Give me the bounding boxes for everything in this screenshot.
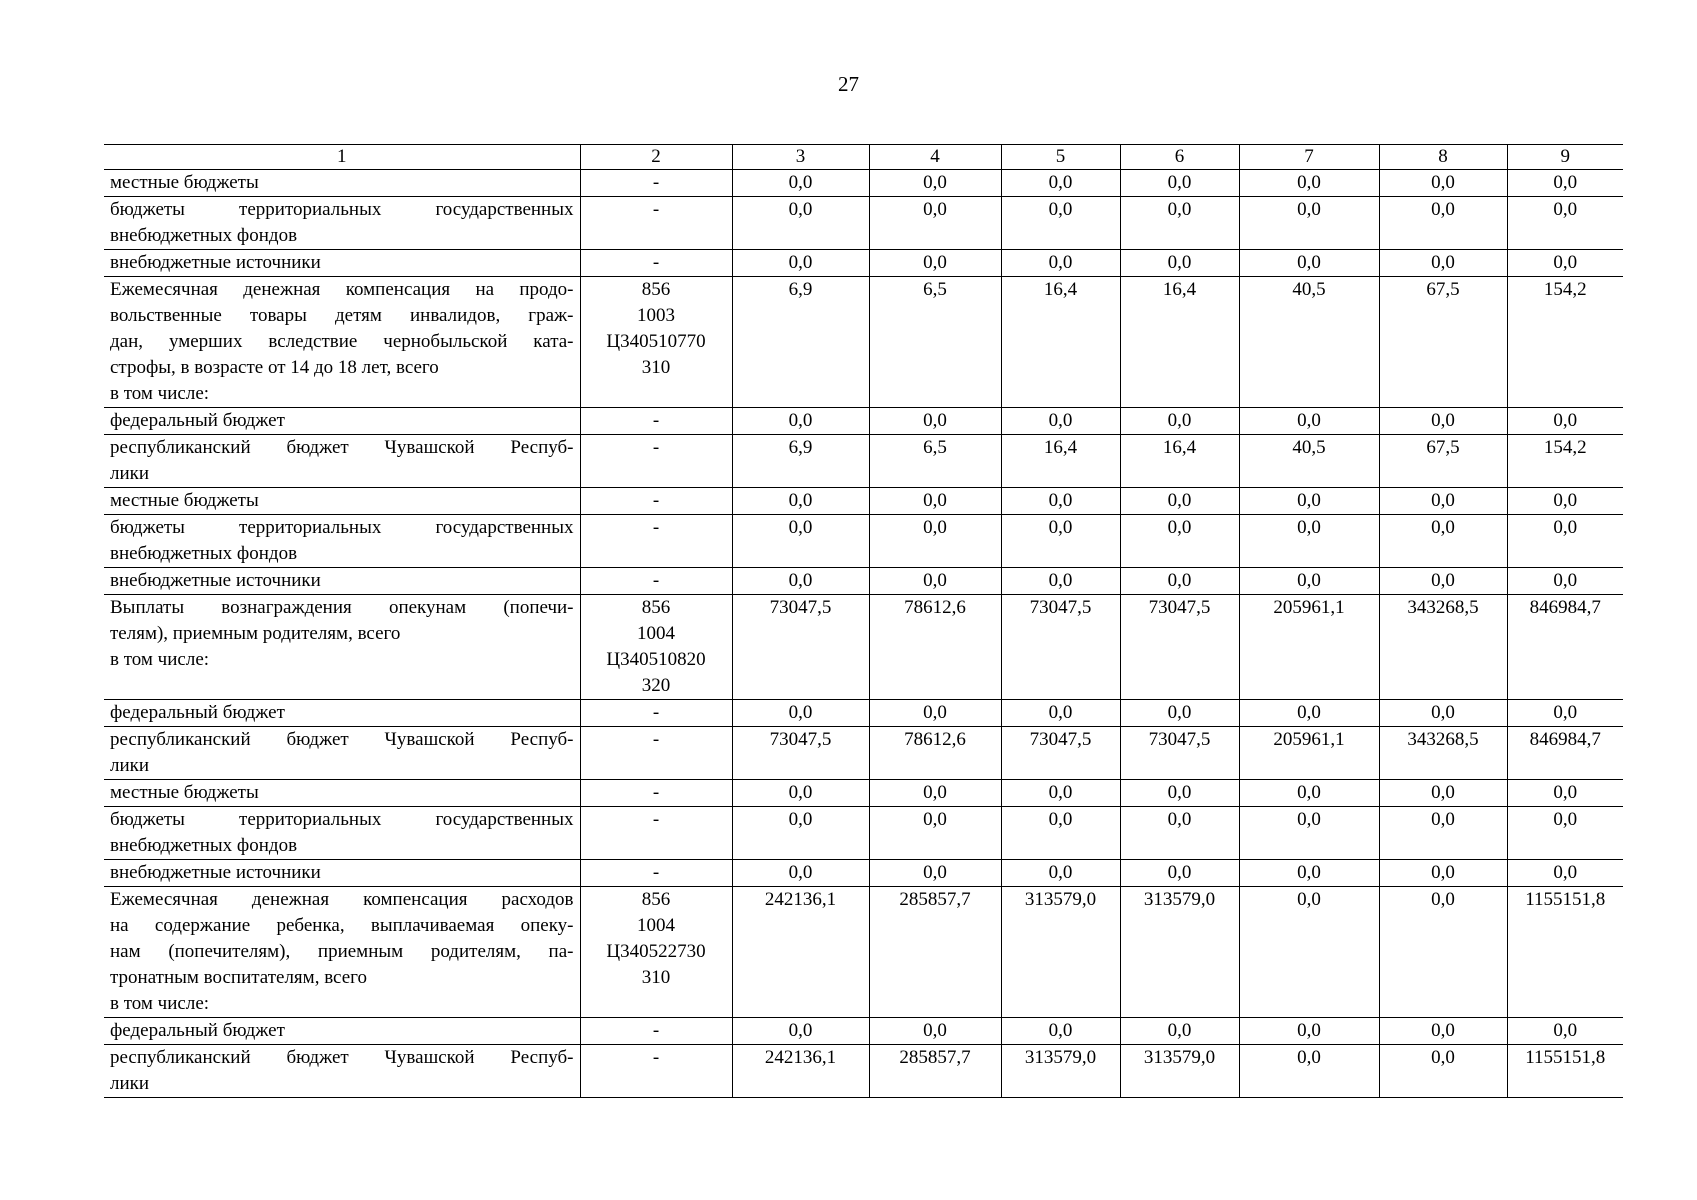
row-name-line: в том числе: <box>110 993 210 1014</box>
budget-code-cell <box>580 1045 732 1098</box>
column-header: 3 <box>732 145 869 170</box>
row-name-line: бюджеты территориальных государственных <box>110 199 574 220</box>
value-cell: 0,0 <box>869 860 1001 887</box>
budget-code-line: Ц340510820 <box>606 649 706 670</box>
row-name-cell <box>104 488 580 515</box>
budget-code-cell <box>580 197 732 250</box>
table-row <box>104 250 1623 277</box>
budget-code-cell <box>580 780 732 807</box>
value-cell: 73047,5 <box>732 595 869 700</box>
value-cell: 6,5 <box>869 277 1001 408</box>
row-name-line: вольственные товары детям инвалидов, граж- <box>110 305 574 326</box>
value-cell: 0,0 <box>869 250 1001 277</box>
row-name-line: строфы, в возрасте от 14 до 18 лет, всего <box>110 357 439 378</box>
table-row <box>104 488 1623 515</box>
table-row <box>104 887 1623 1018</box>
budget-code-cell <box>580 727 732 780</box>
value-cell: 0,0 <box>1239 1045 1379 1098</box>
row-name-cell <box>104 435 580 488</box>
budget-code-line: 1004 <box>637 623 675 644</box>
value-cell: 0,0 <box>1239 568 1379 595</box>
table-row <box>104 568 1623 595</box>
value-cell: 73047,5 <box>1120 595 1239 700</box>
budget-code-line: - <box>652 490 660 511</box>
row-name-cell <box>104 197 580 250</box>
value-cell: 0,0 <box>1001 515 1120 568</box>
budget-code-cell <box>580 170 732 197</box>
value-cell: 0,0 <box>1239 170 1379 197</box>
value-cell: 0,0 <box>732 515 869 568</box>
value-cell: 0,0 <box>1001 1018 1120 1045</box>
value-cell: 0,0 <box>1001 408 1120 435</box>
header-row <box>104 145 1623 170</box>
value-cell: 0,0 <box>1379 780 1507 807</box>
value-cell: 0,0 <box>1507 515 1623 568</box>
row-name-line: внебюджетные источники <box>110 862 321 883</box>
budget-code-cell <box>580 568 732 595</box>
value-cell: 313579,0 <box>1120 1045 1239 1098</box>
budget-code-cell <box>580 515 732 568</box>
value-cell: 0,0 <box>1507 197 1623 250</box>
value-cell: 313579,0 <box>1001 1045 1120 1098</box>
budget-code-line: - <box>652 437 660 458</box>
row-name-line: бюджеты территориальных государственных <box>110 517 574 538</box>
value-cell: 16,4 <box>1120 435 1239 488</box>
value-cell: 0,0 <box>1239 408 1379 435</box>
value-cell: 0,0 <box>1379 700 1507 727</box>
table-row <box>104 408 1623 435</box>
value-cell: 846984,7 <box>1507 727 1623 780</box>
value-cell: 0,0 <box>732 197 869 250</box>
value-cell: 343268,5 <box>1379 595 1507 700</box>
table-row <box>104 170 1623 197</box>
table-row <box>104 1018 1623 1045</box>
table-row <box>104 515 1623 568</box>
row-name-cell <box>104 277 580 408</box>
row-name-line: внебюджетные источники <box>110 252 321 273</box>
budget-code-cell <box>580 250 732 277</box>
budget-code-cell <box>580 488 732 515</box>
row-name-line: телям), приемным родителям, всего <box>110 623 401 644</box>
row-name-line: местные бюджеты <box>110 490 259 511</box>
value-cell: 343268,5 <box>1379 727 1507 780</box>
budget-code-line: 310 <box>641 357 671 378</box>
row-name-cell <box>104 727 580 780</box>
row-name-line: Ежемесячная денежная компенсация на продо- <box>110 279 574 300</box>
budget-code-line: Ц340522730 <box>606 941 706 962</box>
value-cell: 0,0 <box>1001 568 1120 595</box>
value-cell: 0,0 <box>1239 488 1379 515</box>
column-header: 4 <box>869 145 1001 170</box>
value-cell: 0,0 <box>869 488 1001 515</box>
value-cell: 1155151,8 <box>1507 887 1623 1018</box>
budget-code-line: - <box>652 199 660 220</box>
table-body <box>104 170 1623 1098</box>
value-cell: 205961,1 <box>1239 727 1379 780</box>
row-name-cell <box>104 1018 580 1045</box>
budget-code-cell <box>580 807 732 860</box>
value-cell: 0,0 <box>1239 780 1379 807</box>
value-cell: 0,0 <box>869 780 1001 807</box>
value-cell: 0,0 <box>1507 807 1623 860</box>
row-name-line: федеральный бюджет <box>110 702 285 723</box>
value-cell: 285857,7 <box>869 887 1001 1018</box>
value-cell: 0,0 <box>1120 250 1239 277</box>
column-header: 5 <box>1001 145 1120 170</box>
budget-code-line: - <box>652 252 660 273</box>
value-cell: 0,0 <box>732 408 869 435</box>
value-cell: 0,0 <box>1379 197 1507 250</box>
value-cell: 73047,5 <box>1001 727 1120 780</box>
value-cell: 0,0 <box>1120 488 1239 515</box>
value-cell: 0,0 <box>1239 860 1379 887</box>
row-name-cell <box>104 887 580 1018</box>
budget-code-line: 856 <box>641 279 671 300</box>
budget-code-line: - <box>652 1020 660 1041</box>
value-cell: 16,4 <box>1001 435 1120 488</box>
value-cell: 0,0 <box>1001 250 1120 277</box>
budget-code-cell <box>580 1018 732 1045</box>
row-name-line: внебюджетные источники <box>110 570 321 591</box>
value-cell: 73047,5 <box>1120 727 1239 780</box>
value-cell: 16,4 <box>1001 277 1120 408</box>
column-header: 2 <box>580 145 732 170</box>
row-name-line: нам (попечителям), приемным родителям, па- <box>110 941 574 962</box>
value-cell: 0,0 <box>869 170 1001 197</box>
value-cell: 0,0 <box>1120 408 1239 435</box>
value-cell: 6,9 <box>732 277 869 408</box>
value-cell: 0,0 <box>1001 780 1120 807</box>
value-cell: 0,0 <box>869 700 1001 727</box>
value-cell: 313579,0 <box>1001 887 1120 1018</box>
budget-table <box>104 144 1623 1098</box>
value-cell: 0,0 <box>1001 197 1120 250</box>
value-cell: 0,0 <box>1507 488 1623 515</box>
value-cell: 0,0 <box>1507 780 1623 807</box>
budget-code-line: - <box>652 862 660 883</box>
value-cell: 285857,7 <box>869 1045 1001 1098</box>
value-cell: 0,0 <box>1239 515 1379 568</box>
budget-code-line: - <box>652 809 660 830</box>
value-cell: 67,5 <box>1379 277 1507 408</box>
budget-code-line: - <box>652 517 660 538</box>
value-cell: 0,0 <box>1001 807 1120 860</box>
value-cell: 40,5 <box>1239 277 1379 408</box>
row-name-line: местные бюджеты <box>110 172 259 193</box>
value-cell: 0,0 <box>732 1018 869 1045</box>
value-cell: 0,0 <box>1120 1018 1239 1045</box>
value-cell: 846984,7 <box>1507 595 1623 700</box>
row-name-line: Выплаты вознаграждения опекунам (попечи- <box>110 597 574 618</box>
value-cell: 0,0 <box>732 250 869 277</box>
budget-code-line: - <box>652 729 660 750</box>
value-cell: 0,0 <box>1239 807 1379 860</box>
value-cell: 0,0 <box>1379 860 1507 887</box>
table-row <box>104 860 1623 887</box>
budget-code-cell <box>580 595 732 700</box>
budget-code-line: 320 <box>641 675 671 696</box>
table-row <box>104 727 1623 780</box>
row-name-cell <box>104 595 580 700</box>
column-header: 7 <box>1239 145 1379 170</box>
value-cell: 0,0 <box>1379 1045 1507 1098</box>
table-row <box>104 595 1623 700</box>
value-cell: 6,5 <box>869 435 1001 488</box>
value-cell: 0,0 <box>1239 1018 1379 1045</box>
budget-code-line: 856 <box>641 597 671 618</box>
value-cell: 0,0 <box>1120 780 1239 807</box>
value-cell: 0,0 <box>869 1018 1001 1045</box>
row-name-line: бюджеты территориальных государственных <box>110 809 574 830</box>
value-cell: 0,0 <box>869 408 1001 435</box>
value-cell: 73047,5 <box>732 727 869 780</box>
value-cell: 0,0 <box>1001 488 1120 515</box>
value-cell: 0,0 <box>869 807 1001 860</box>
value-cell: 0,0 <box>732 860 869 887</box>
budget-code-cell <box>580 700 732 727</box>
table-row <box>104 700 1623 727</box>
row-name-line: республиканский бюджет Чувашской Респуб- <box>110 1047 574 1068</box>
column-header: 9 <box>1507 145 1623 170</box>
value-cell: 0,0 <box>1379 1018 1507 1045</box>
value-cell: 67,5 <box>1379 435 1507 488</box>
row-name-cell <box>104 860 580 887</box>
value-cell: 0,0 <box>1507 1018 1623 1045</box>
value-cell: 0,0 <box>1379 568 1507 595</box>
value-cell: 0,0 <box>1239 197 1379 250</box>
column-header: 8 <box>1379 145 1507 170</box>
row-name-line: внебюджетных фондов <box>110 225 298 246</box>
value-cell: 0,0 <box>1239 887 1379 1018</box>
value-cell: 154,2 <box>1507 277 1623 408</box>
row-name-line: дан, умерших вследствие чернобыльской ката- <box>110 331 574 352</box>
value-cell: 78612,6 <box>869 595 1001 700</box>
budget-code-cell <box>580 408 732 435</box>
value-cell: 0,0 <box>1001 170 1120 197</box>
row-name-line: местные бюджеты <box>110 782 259 803</box>
value-cell: 0,0 <box>1001 700 1120 727</box>
value-cell: 0,0 <box>1507 408 1623 435</box>
row-name-cell <box>104 170 580 197</box>
table-row <box>104 780 1623 807</box>
table-row <box>104 807 1623 860</box>
value-cell: 16,4 <box>1120 277 1239 408</box>
page-number: 27 <box>838 72 859 96</box>
budget-code-line: 856 <box>641 889 671 910</box>
value-cell: 0,0 <box>1120 515 1239 568</box>
budget-code-line: - <box>652 172 660 193</box>
value-cell: 0,0 <box>1120 807 1239 860</box>
value-cell: 0,0 <box>1507 250 1623 277</box>
value-cell: 0,0 <box>1120 197 1239 250</box>
value-cell: 0,0 <box>1239 700 1379 727</box>
value-cell: 0,0 <box>1001 860 1120 887</box>
row-name-cell <box>104 780 580 807</box>
value-cell: 0,0 <box>1379 170 1507 197</box>
row-name-line: республиканский бюджет Чувашской Респуб- <box>110 437 574 458</box>
value-cell: 0,0 <box>1120 700 1239 727</box>
row-name-line: Ежемесячная денежная компенсация расходов <box>110 889 574 910</box>
value-cell: 154,2 <box>1507 435 1623 488</box>
value-cell: 242136,1 <box>732 1045 869 1098</box>
budget-code-line: - <box>652 1047 660 1068</box>
budget-code-cell <box>580 860 732 887</box>
column-header: 6 <box>1120 145 1239 170</box>
row-name-cell <box>104 408 580 435</box>
row-name-line: республиканский бюджет Чувашской Респуб- <box>110 729 574 750</box>
row-name-line: в том числе: <box>110 649 210 670</box>
budget-code-line: - <box>652 702 660 723</box>
row-name-line: тронатным воспитателям, всего <box>110 967 367 988</box>
value-cell: 0,0 <box>1507 170 1623 197</box>
table-row <box>104 197 1623 250</box>
value-cell: 0,0 <box>1507 568 1623 595</box>
value-cell: 0,0 <box>1379 807 1507 860</box>
row-name-cell <box>104 250 580 277</box>
row-name-line: лики <box>110 755 150 776</box>
column-header: 1 <box>104 145 580 170</box>
budget-code-line: - <box>652 570 660 591</box>
row-name-line: внебюджетных фондов <box>110 543 298 564</box>
value-cell: 0,0 <box>1379 488 1507 515</box>
row-name-line: федеральный бюджет <box>110 1020 285 1041</box>
value-cell: 0,0 <box>732 170 869 197</box>
table-row <box>104 1045 1623 1098</box>
budget-code-line: 1004 <box>637 915 675 936</box>
row-name-cell <box>104 807 580 860</box>
budget-code-cell <box>580 277 732 408</box>
budget-code-line: Ц340510770 <box>606 331 706 352</box>
value-cell: 0,0 <box>1120 170 1239 197</box>
budget-code-line: 1003 <box>637 305 675 326</box>
row-name-line: лики <box>110 1073 150 1094</box>
value-cell: 0,0 <box>732 568 869 595</box>
value-cell: 40,5 <box>1239 435 1379 488</box>
row-name-line: федеральный бюджет <box>110 410 285 431</box>
row-name-line: на содержание ребенка, выплачиваемая опеку- <box>110 915 574 936</box>
value-cell: 0,0 <box>1507 700 1623 727</box>
value-cell: 205961,1 <box>1239 595 1379 700</box>
value-cell: 1155151,8 <box>1507 1045 1623 1098</box>
value-cell: 0,0 <box>1120 568 1239 595</box>
value-cell: 0,0 <box>732 807 869 860</box>
row-name-line: в том числе: <box>110 383 210 404</box>
budget-code-line: - <box>652 782 660 803</box>
row-name-line: лики <box>110 463 150 484</box>
value-cell: 0,0 <box>1379 408 1507 435</box>
row-name-cell <box>104 515 580 568</box>
budget-code-cell <box>580 435 732 488</box>
value-cell: 0,0 <box>732 780 869 807</box>
value-cell: 0,0 <box>1379 515 1507 568</box>
value-cell: 242136,1 <box>732 887 869 1018</box>
value-cell: 0,0 <box>1120 860 1239 887</box>
row-name-cell <box>104 1045 580 1098</box>
value-cell: 0,0 <box>732 700 869 727</box>
value-cell: 0,0 <box>869 515 1001 568</box>
value-cell: 0,0 <box>1507 860 1623 887</box>
budget-code-line: - <box>652 410 660 431</box>
table-row <box>104 277 1623 408</box>
budget-code-cell <box>580 887 732 1018</box>
value-cell: 78612,6 <box>869 727 1001 780</box>
value-cell: 0,0 <box>1379 250 1507 277</box>
row-name-cell <box>104 568 580 595</box>
row-name-line: внебюджетных фондов <box>110 835 298 856</box>
value-cell: 0,0 <box>869 568 1001 595</box>
table-row <box>104 435 1623 488</box>
value-cell: 73047,5 <box>1001 595 1120 700</box>
value-cell: 0,0 <box>1239 250 1379 277</box>
budget-code-line: 310 <box>641 967 671 988</box>
row-name-cell <box>104 700 580 727</box>
value-cell: 0,0 <box>869 197 1001 250</box>
value-cell: 0,0 <box>1379 887 1507 1018</box>
value-cell: 6,9 <box>732 435 869 488</box>
value-cell: 313579,0 <box>1120 887 1239 1018</box>
value-cell: 0,0 <box>732 488 869 515</box>
